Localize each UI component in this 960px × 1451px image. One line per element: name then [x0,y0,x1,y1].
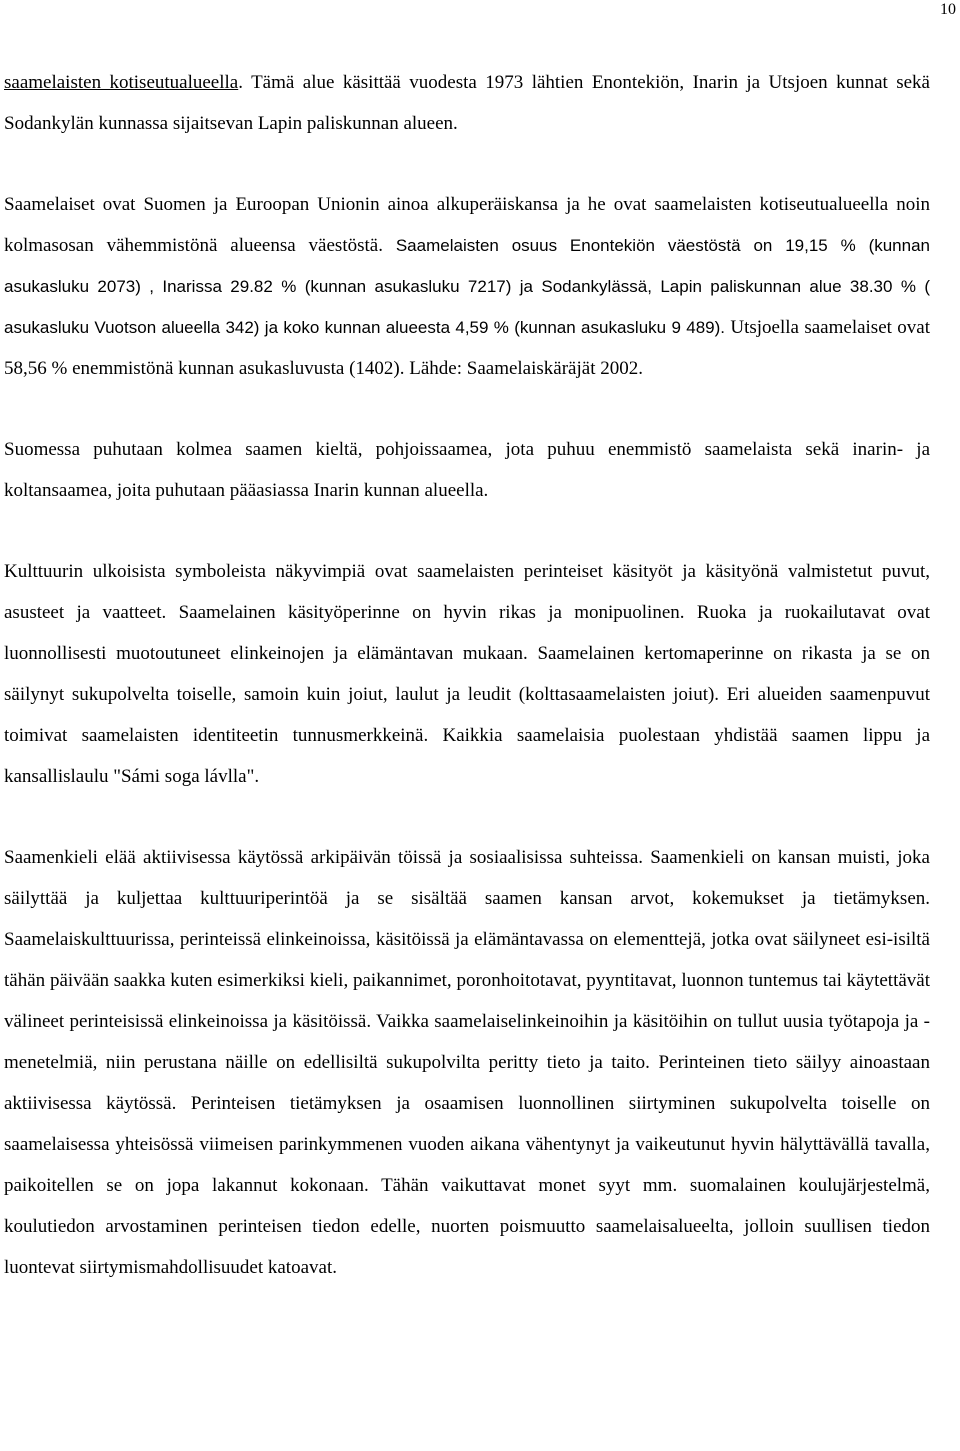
document-body [4,62,930,1288]
paragraph-languages [4,429,930,511]
paragraph-home-region [4,62,930,144]
paragraph-text: Saamelaiset ovat Suomen ja Euroopan Unionin ainoa alkuperäiskansa ja he ovat saamelaisten kotiseutualueella noin kolmasosan vähemmistönä alueensa väestöstä. [4,194,930,256]
page-number: 10 [940,1,956,18]
paragraph-text: Suomessa puhutaan kolmea saamen kieltä, pohjoissaamea, jota puhuu enemmistö saamelaista sekä inarin- ja koltansaamea, joita puhutaan pääasiassa Inarin kunnan alueella. [4,439,930,501]
paragraph-population [4,184,930,389]
paragraph-culture-symbols [4,551,930,797]
paragraph-text: Saamenkieli elää aktiivisessa käytössä arkipäivän töissä ja sosiaalisissa suhteissa. Saamenkieli on kansan muisti, joka säilyttää ja kuljettaa kulttuuriperintöä ja se sisältää saamen kansan arvot, kokemukset ja tietämyksen. Saamelaiskulttuurissa, perinteissä elinkeinoissa, käsitöissä ja elämäntavassa on elementtejä, jotka ovat säilyneet esi-isiltä tähän päivään saakka kuten esimerkiksi kieli, paikannimet, poronhoitotavat, pyyntitavat, luonnon tuntemus tai käytettävät välineet perinteisissä elinkeinoissa ja käsitöissä. Vaikka saamelaiselinkeinoihin ja käsitöihin on tullut uusia työtapoja ja -menetelmiä, niin perustana näille on edellisiltä sukupolvilta peritty tieto ja taito. Perinteinen tieto säilyy ainoastaan aktiivisessa käytössä. Perinteisen tietämyksen ja osaamisen luonnollinen siirtyminen sukupolvelta toiselle on saamelaisessa yhteisössä viimeisen parinkymmenen vuoden aikana vähentynyt ja vaikeutunut hyvin hälyttävällä tavalla, paikoitellen se on jopa lakannut kokonaan. Tähän vaikuttavat monet syyt mm. suomalainen koulujärjestelmä, koulutiedon arvostaminen perinteisen tiedon edelle, nuorten poismuutto saamelaisalueelta, jolloin suullisen tiedon luontevat siirtymismahdollisuudet katoavat. [4,847,930,1278]
paragraph-text: Kulttuurin ulkoisista symboleista näkyvimpiä ovat saamelaisten perinteiset käsityöt ja käsityönä valmistetut puvut, asusteet ja vaatteet. Saamelainen käsityöperinne on hyvin rikas ja monipuolinen. Ruoka ja ruokailutavat ovat luonnollisesti muotoutuneet elinkeinojen ja elämäntavan mukaan. Saamelainen kertomaperinne on rikasta ja se on säilynyt sukupolvelta toiselle, samoin kuin joiut, laulut ja leudit (kolttasaamelaisten joiut). Eri alueiden saamenpuvut toimivat saamelaisten identiteetin tunnusmerkkeinä. Kaikkia saamelaisia puolestaan yhdistää saamen lippu ja kansallislaulu "Sámi soga lávlla". [4,561,930,787]
paragraph-text-tail: Utsjoella saamelaiset ovat 58,56 % enemmistönä kunnan asukasluvusta (1402). Lähde: Saamelaiskäräjät 2002. [4,317,930,379]
population-statistics: Saamelaisten osuus Enontekiön väestöstä on 19,15 % (kunnan asukasluku 2073) , Inarissa 29.82 % (kunnan asukasluku 7217) ja Sodankylässä, Lapin paliskunnan alue 38.30 % ( asukasluku Vuotson alueella 342) ja koko kunnan alueesta 4,59 % (kunnan asukasluku 9 489). [4,236,931,337]
home-region-link[interactable]: saamelaisten kotiseutualueella [4,72,239,93]
paragraph-language-tradition [4,837,930,1288]
paragraph-text: . Tämä alue käsittää vuodesta 1973 lähtien Enontekiön, Inarin ja Utsjoen kunnat sekä Sodankylän kunnassa sijaitsevan Lapin paliskunnan alueen. [4,72,930,134]
